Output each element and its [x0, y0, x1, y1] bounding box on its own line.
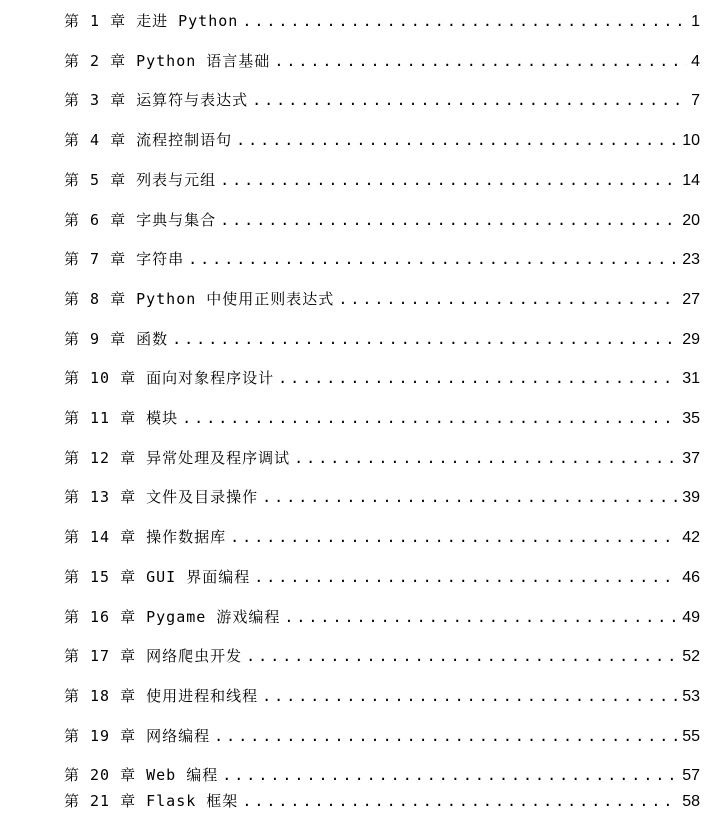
dot-leader: [338, 290, 678, 308]
page-number: 46: [682, 568, 700, 586]
dot-leader: [220, 171, 678, 189]
page-number: 10: [682, 132, 700, 150]
page-number: 57: [682, 767, 700, 785]
chapter-number: 第 6 章: [64, 210, 127, 229]
toc-entry[interactable]: [64, 764, 700, 788]
chapter-title: 使用进程和线程: [146, 686, 259, 705]
toc-entry[interactable]: [64, 407, 700, 431]
toc-entry[interactable]: [64, 526, 700, 550]
chapter-title: 网络编程: [146, 726, 211, 745]
chapter-number: 第 10 章: [64, 369, 137, 388]
page-number: 52: [682, 648, 700, 666]
chapter-title: 模块: [146, 409, 179, 427]
chapter-number: 第 21 章: [64, 792, 137, 810]
toc-entry[interactable]: [64, 248, 700, 272]
dot-leader: [262, 687, 678, 705]
page-number: 49: [682, 608, 700, 626]
dot-leader: [242, 792, 678, 810]
chapter-number: 第 11 章: [64, 409, 137, 427]
chapter-title: 走进 Python: [136, 12, 239, 30]
page-number: 39: [682, 489, 700, 507]
chapter-number: 第 15 章: [64, 567, 137, 586]
toc-entry[interactable]: [64, 367, 700, 391]
toc-entry[interactable]: [64, 645, 700, 669]
chapter-number: 第 9 章: [64, 329, 127, 348]
page-number: 53: [682, 687, 700, 705]
chapter-number: 第 5 章: [64, 170, 127, 189]
chapter-title: 列表与元组: [136, 170, 217, 189]
dot-leader: [278, 369, 678, 387]
dot-leader: [284, 608, 678, 626]
toc-entry[interactable]: [64, 50, 700, 74]
dot-leader: [222, 766, 678, 784]
toc-entry[interactable]: [64, 288, 700, 312]
toc-entry[interactable]: [64, 169, 700, 193]
toc-entry[interactable]: [64, 328, 700, 352]
toc-entry[interactable]: [64, 10, 700, 34]
chapter-number: 第 8 章: [64, 289, 127, 308]
chapter-title: 运算符与表达式: [136, 91, 249, 110]
chapter-number: 第 4 章: [64, 131, 127, 150]
page-number: 20: [682, 211, 700, 229]
chapter-number: 第 2 章: [64, 51, 127, 70]
page-number: 1: [691, 13, 700, 30]
toc-entry[interactable]: [64, 129, 700, 153]
toc-entry[interactable]: [64, 606, 700, 630]
dot-leader: [182, 409, 678, 427]
chapter-title: Python 中使用正则表达式: [136, 289, 335, 308]
dot-leader: [230, 528, 678, 546]
dot-leader: [236, 131, 678, 149]
dot-leader: [252, 91, 687, 109]
chapter-title: Web 编程: [146, 766, 219, 785]
dot-leader: [294, 449, 678, 467]
chapter-number: 第 17 章: [64, 647, 137, 666]
page-number: 55: [682, 727, 700, 745]
dot-leader: [188, 250, 678, 268]
toc-entry[interactable]: [64, 209, 700, 233]
page-number: 31: [682, 370, 700, 388]
dot-leader: [246, 647, 678, 665]
dot-leader: [242, 12, 687, 30]
dot-leader: [220, 211, 678, 229]
page-number: 4: [691, 52, 700, 70]
toc-entry[interactable]: [64, 447, 700, 471]
page-number: 29: [682, 330, 700, 348]
chapter-title: Python 语言基础: [136, 51, 271, 70]
chapter-number: 第 12 章: [64, 448, 137, 467]
chapter-title: 函数: [136, 329, 169, 348]
chapter-number: 第 1 章: [64, 12, 127, 30]
chapter-number: 第 7 章: [64, 250, 127, 269]
page-number: 14: [682, 171, 700, 189]
page-number: 58: [682, 793, 700, 810]
dot-leader: [262, 488, 678, 506]
page-number: 7: [691, 92, 700, 110]
toc-entry[interactable]: [64, 725, 700, 749]
chapter-number: 第 20 章: [64, 766, 137, 785]
page-number: 23: [682, 251, 700, 269]
dot-leader: [214, 727, 678, 745]
dot-leader: [274, 52, 687, 70]
page-number: 27: [682, 290, 700, 308]
chapter-number: 第 13 章: [64, 488, 137, 507]
chapter-title: GUI 界面编程: [146, 567, 251, 586]
chapter-number: 第 14 章: [64, 528, 137, 547]
chapter-title: 异常处理及程序调试: [146, 448, 291, 467]
toc-entry[interactable]: [64, 566, 700, 590]
chapter-title: 文件及目录操作: [146, 488, 259, 507]
chapter-title: 字典与集合: [136, 210, 217, 229]
page-number: 37: [682, 449, 700, 467]
chapter-number: 第 19 章: [64, 726, 137, 745]
chapter-title: Flask 框架: [146, 792, 239, 810]
page-number: 42: [682, 529, 700, 547]
toc-entry[interactable]: [64, 89, 700, 113]
chapter-title: 字符串: [136, 250, 185, 269]
toc-entry[interactable]: [64, 486, 700, 510]
chapter-title: 面向对象程序设计: [146, 369, 275, 388]
chapter-number: 第 18 章: [64, 686, 137, 705]
chapter-number: 第 3 章: [64, 91, 127, 110]
chapter-title: 流程控制语句: [136, 131, 233, 150]
chapter-number: 第 16 章: [64, 607, 137, 626]
chapter-title: 操作数据库: [146, 528, 227, 547]
toc-entry[interactable]: [64, 790, 700, 814]
page-number: 35: [682, 410, 700, 427]
dot-leader: [172, 330, 678, 348]
toc-entry[interactable]: [64, 685, 700, 709]
chapter-title: Pygame 游戏编程: [146, 607, 281, 626]
chapter-title: 网络爬虫开发: [146, 647, 243, 666]
dot-leader: [254, 568, 678, 586]
